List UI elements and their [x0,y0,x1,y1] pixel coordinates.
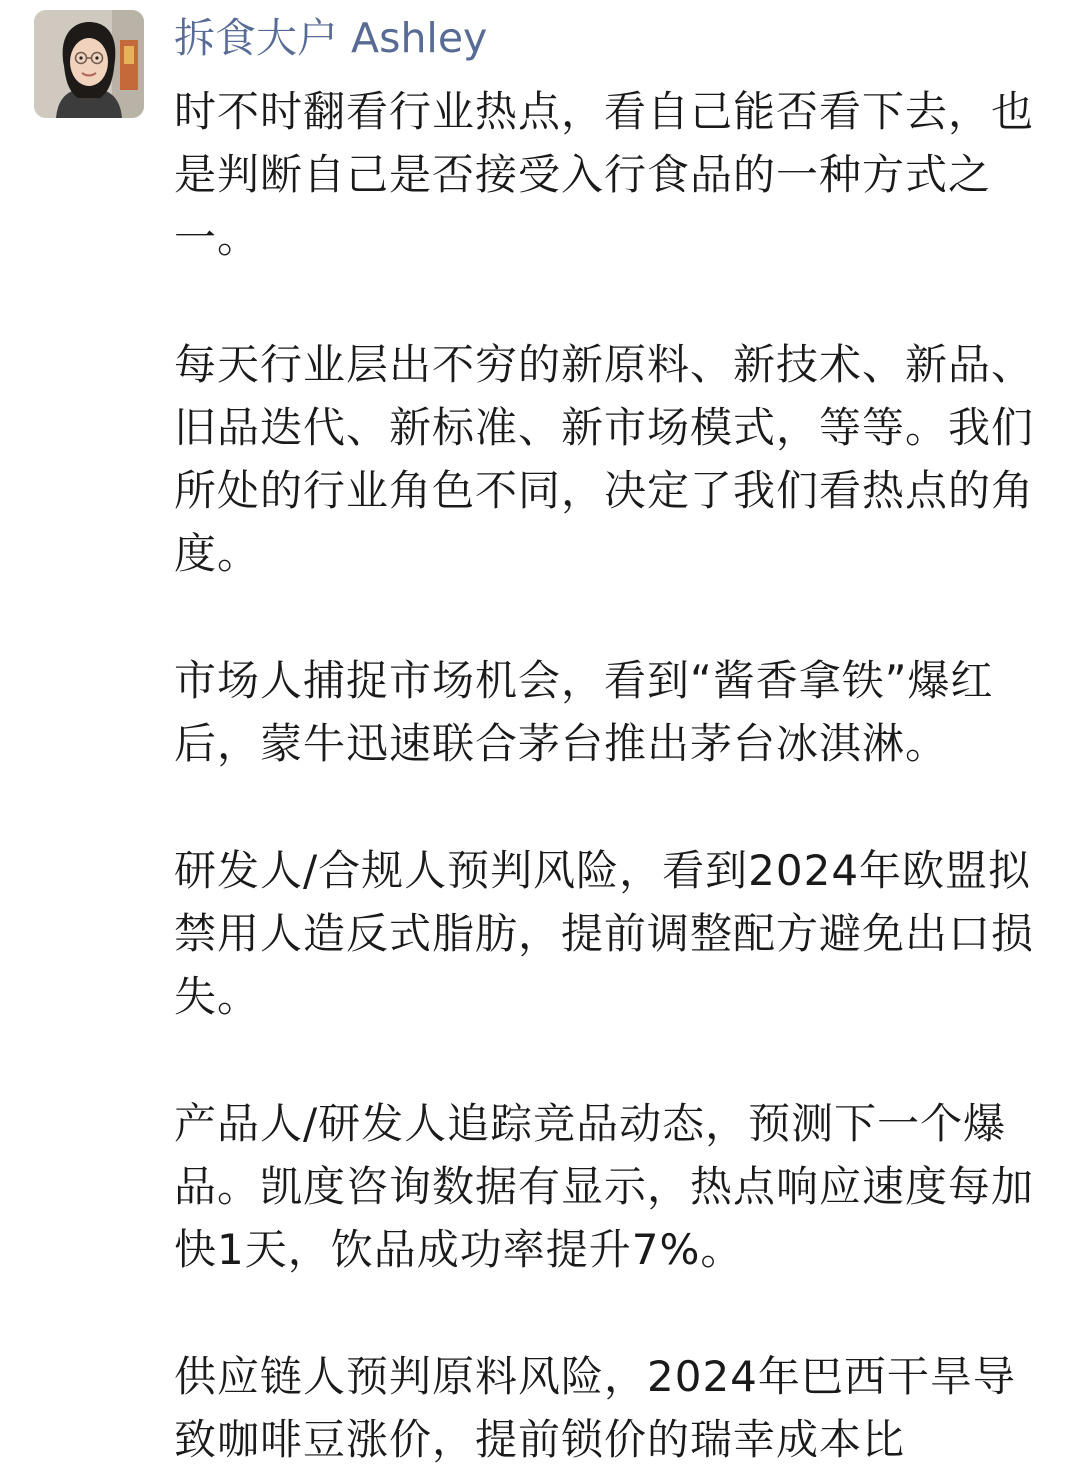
paragraph: 市场人捕捉市场机会，看到“酱香拿铁”爆红后，蒙牛迅速联合茅台推出茅台冰淇淋。 [174,656,994,768]
paragraph: 供应链人预判原料风险，2024年巴西干旱导致咖啡豆涨价，提前锁价的瑞幸成本比 [174,1352,1016,1464]
avatar[interactable] [34,10,144,118]
paragraph: 研发人/合规人预判风险，看到2024年欧盟拟禁用人造反式脂肪，提前调整配方避免出口损失。 [174,846,1035,1021]
paragraph: 每天行业层出不穷的新原料、新技术、新品、旧品迭代、新标准、新市场模式，等等。我们所处的行业角色不同，决定了我们看热点的角度。 [174,340,1035,578]
paragraph: 产品人/研发人追踪竞品动态，预测下一个爆品。凯度咨询数据有显示，热点响应速度每加快1天，饮品成功率提升7%。 [174,1099,1035,1274]
paragraph: 时不时翻看行业热点，看自己能否看下去，也是判断自己是否接受入行食品的一种方式之一。 [174,87,1035,262]
author-name[interactable]: 拆食大户 Ashley [174,14,488,62]
avatar-photo [34,10,144,118]
post-content [174,80,1054,1471]
